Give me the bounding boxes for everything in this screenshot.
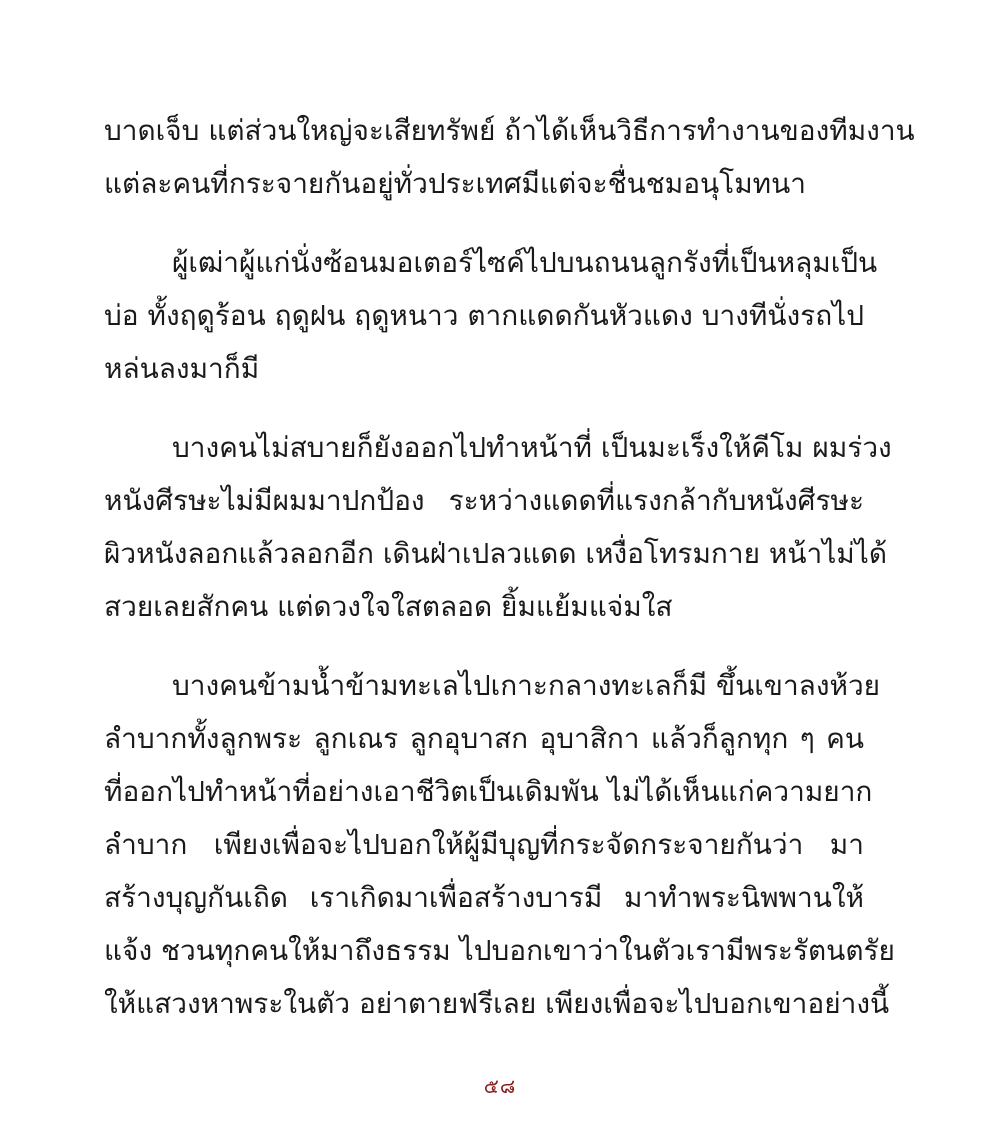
text-line: ลำบาก เพียงเพื่อจะไปบอกให้ผู้มีบุญที่กระจัดกระจายกันว่า มา [104,828,864,861]
body-text [104,104,915,1030]
text-line: บางคนข้ามน้ำข้ามทะเลไปเกาะกลางทะเลก็มี ขึ้นเขาลงห้วย [172,669,881,702]
text-line: ให้แสวงหาพระในตัว อย่าตายฟรีเลย เพียงเพื่อจะไปบอกเขาอย่างนี้ [104,987,890,1020]
text-line: ผู้เฒ่าผู้แก่นั่งซ้อนมอเตอร์ไซค์ไปบนถนนลูกรังที่เป็นหลุมเป็น [172,246,878,279]
text-line: หนังศีรษะไม่มีผมมาปกป้อง ระหว่างแดดที่แรงกล้ากับหนังศีรษะ [104,484,864,517]
text-line: บางคนไม่สบายก็ยังออกไปทำหน้าที่ เป็นมะเร็งให้คีโม ผมร่วง [172,431,892,464]
paragraph-2 [104,236,878,395]
text-line: บ่อ ทั้งฤดูร้อน ฤดูฝน ฤดูหนาว ตากแดดกันหัวแดง บางทีนั่งรถไป [104,299,864,332]
text-line: สวยเลยสักคน แต่ดวงใจใสตลอด ยิ้มแย้มแจ่มใส [104,590,673,623]
text-line: สร้างบุญกันเถิด เราเกิดมาเพื่อสร้างบารมี มาทำพระนิพพานให้ [104,881,864,914]
text-line: ลำบากทั้งลูกพระ ลูกเณร ลูกอุบาสก อุบาสิกา แล้วก็ลูกทุก ๆ คน [104,722,864,755]
text-line: ผิวหนังลอกแล้วลอกอีก เดินฝ่าเปลวแดด เหงื่อโทรมกาย หน้าไม่ได้ [104,537,888,570]
page-number: ๕๘ [483,1074,517,1098]
text-line: บาดเจ็บ แต่ส่วนใหญ่จะเสียทรัพย์ ถ้าได้เห็นวิธีการทำงานของทีมงาน [104,114,915,147]
paragraph-3 [104,421,892,633]
paragraph-4 [104,659,895,1030]
paragraph-1 [104,104,915,210]
text-line: แต่ละคนที่กระจายกันอยู่ทั่วประเทศมีแต่จะชื่นชมอนุโมทนา [104,167,806,200]
text-line: ที่ออกไปทำหน้าที่อย่างเอาชีวิตเป็นเดิมพัน ไม่ได้เห็นแก่ความยาก [104,775,873,808]
text-line: แจ้ง ชวนทุกคนให้มาถึงธรรม ไปบอกเขาว่าในตัวเรามีพระรัตนตรัย [104,934,895,967]
text-line: หล่นลงมาก็มี [104,352,260,385]
